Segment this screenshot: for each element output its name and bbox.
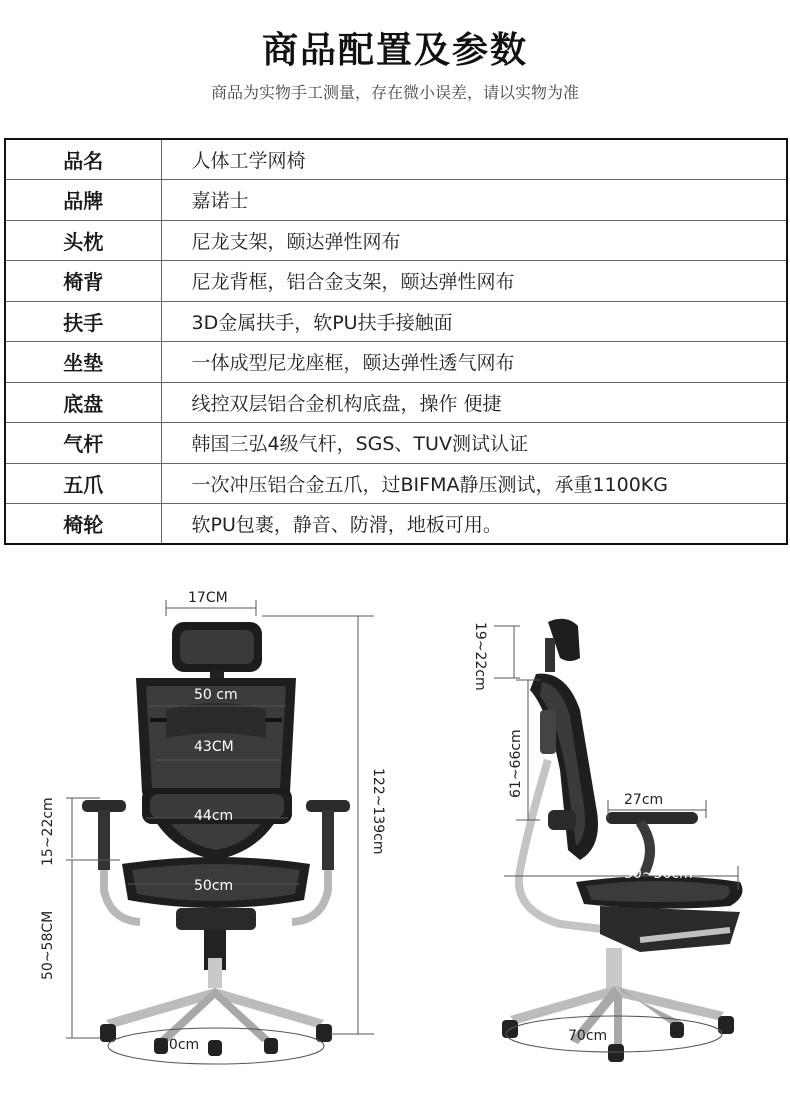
spec-row [5, 423, 787, 464]
spec-row [5, 504, 787, 545]
spec-value: 3D金属扶手，软PU扶手接触面 [161, 301, 787, 342]
side-chair [502, 619, 742, 1062]
headrest-width-label: 17CM [188, 590, 228, 606]
spec-label: 椅背 [5, 261, 161, 302]
spec-row [5, 463, 787, 504]
back-height-label: 61~66cm [508, 729, 524, 798]
spec-row [5, 180, 787, 221]
spec-label: 品牌 [5, 180, 161, 221]
spec-row [5, 139, 787, 180]
spec-value: 尼龙支架，颐达弹性网布 [161, 220, 787, 261]
seat-depth-label: 50~56cm [624, 866, 693, 882]
spec-label: 品名 [5, 139, 161, 180]
page-subtitle: 商品为实物手工测量，存在微小误差，请以实物为准 [210, 83, 579, 102]
back-width-label: 50 cm [194, 687, 238, 703]
spec-table [4, 138, 788, 545]
armrest-depth-label: 27cm [624, 792, 664, 808]
spec-label: 五爪 [5, 463, 161, 504]
total-height-label: 122~139cm [370, 768, 386, 855]
armrest-height-label: 15~22cm [40, 797, 56, 866]
spec-label: 底盘 [5, 382, 161, 423]
front-base-width-label: 70cm [160, 1037, 200, 1053]
spec-value: 嘉诺士 [161, 180, 787, 221]
spec-value: 尼龙背框，铝合金支架，颐达弹性网布 [161, 261, 787, 302]
spec-row [5, 382, 787, 423]
spec-value: 一体成型尼龙座框，颐达弹性透气网布 [161, 342, 787, 383]
chair-illustration [0, 560, 790, 1102]
spec-value: 人体工学网椅 [161, 139, 787, 180]
spec-row [5, 342, 787, 383]
spec-row [5, 261, 787, 302]
chair-dimension-figure [0, 560, 790, 1102]
spec-value: 韩国三弘4级气杆，SGS、TUV测试认证 [161, 423, 787, 464]
spec-row [5, 301, 787, 342]
spec-label: 扶手 [5, 301, 161, 342]
spec-value: 软PU包裹，静音、防滑，地板可用。 [161, 504, 787, 545]
spec-value: 一次冲压铝合金五爪，过BIFMA静压测试，承重1100KG [161, 463, 787, 504]
side-base-width-label: 70cm [568, 1028, 608, 1044]
spec-label: 头枕 [5, 220, 161, 261]
spec-label: 气杆 [5, 423, 161, 464]
spec-row [5, 220, 787, 261]
seat-width-label: 50cm [194, 878, 234, 894]
spec-label: 坐垫 [5, 342, 161, 383]
spec-label: 椅轮 [5, 504, 161, 545]
back-mid-width-label: 43CM [194, 739, 234, 755]
page-title: 商品配置及参数 [261, 30, 528, 71]
headrest-adjust-label: 19~22cm [472, 622, 488, 691]
back-low-width-label: 44cm [194, 808, 234, 824]
seat-height-label: 50~58CM [40, 910, 56, 980]
spec-value: 线控双层铝合金机构底盘，操作 便捷 [161, 382, 787, 423]
